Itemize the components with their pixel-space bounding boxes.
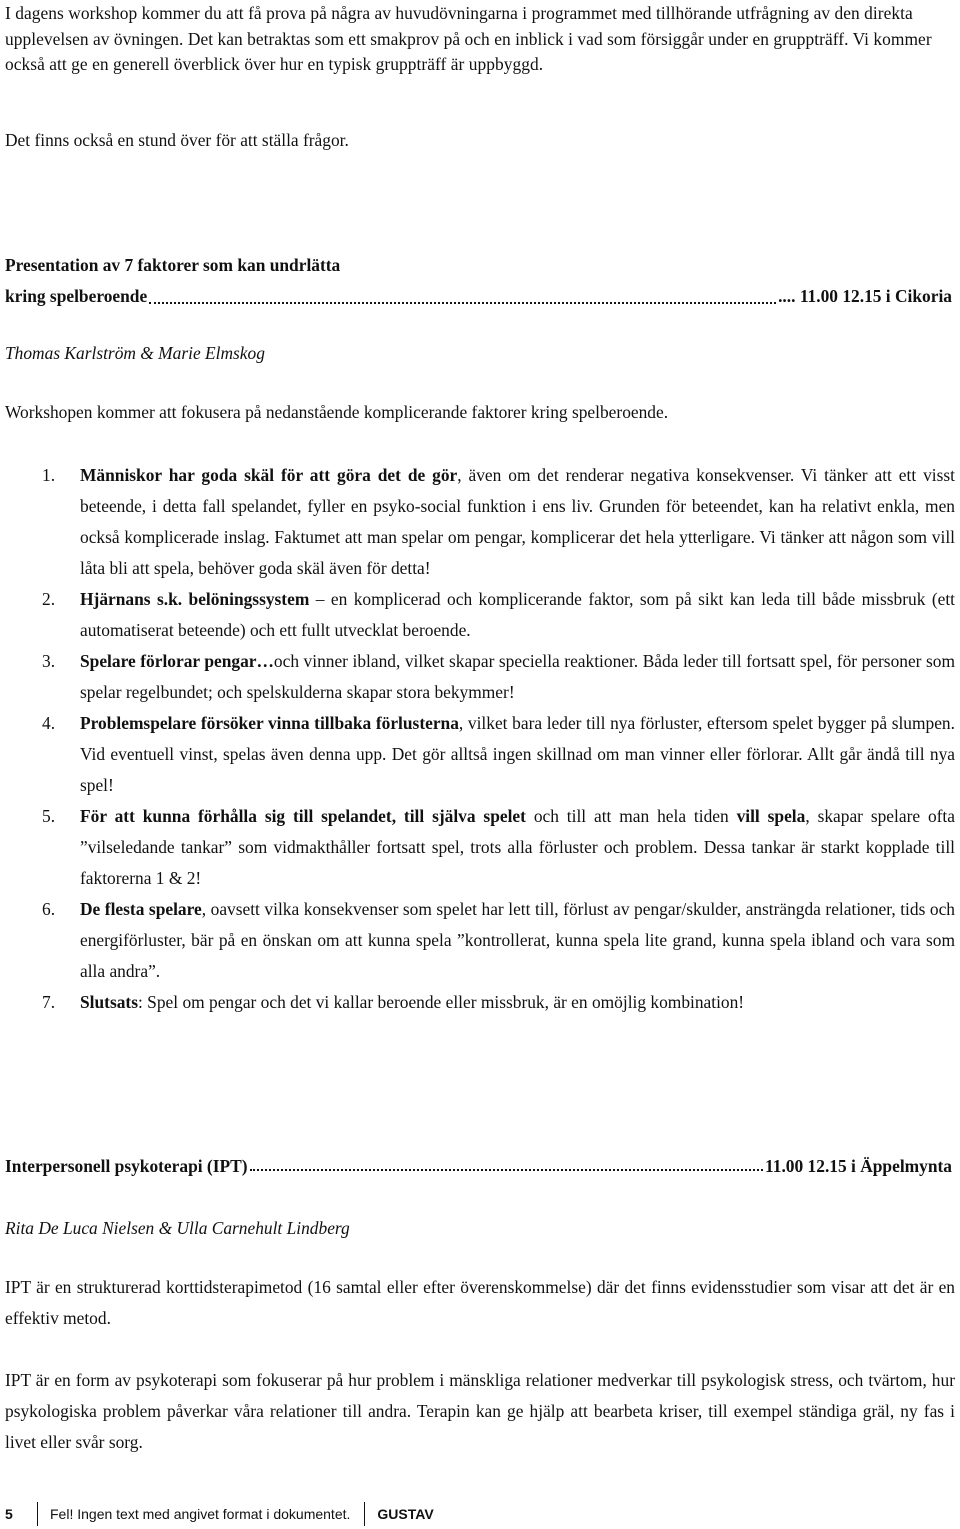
factor-bold: Spelare förlorar pengar… — [80, 651, 274, 671]
factor-bold: Slutsats — [80, 992, 138, 1012]
list-number: 7. — [42, 992, 56, 1012]
factor-text: och vinner ibland, vilket skapar speciella reaktioner. Båda leder till fortsatt spel, för personer som spelar regelbundet; och spelskulderna skapar stora bekymmer! — [80, 651, 956, 702]
workshop-2-heading — [5, 1153, 952, 1179]
workshop-1-time-room: .... 11.00 12.15 i Cikoria — [778, 286, 952, 306]
factor-bold: Människor har goda skäl för att göra det de gör — [80, 465, 458, 485]
intro-question-note: Det finns också en stund över för att ställa frågor. — [5, 130, 349, 150]
page-footer — [5, 1502, 434, 1526]
list-number: 2. — [42, 589, 56, 609]
list-number: 4. — [42, 713, 56, 733]
workshop-1-title-left: kring spelberoende — [5, 286, 148, 306]
workshop-2-title: Interpersonell psykoterapi (IPT) — [5, 1156, 248, 1176]
factor-text: : Spel om pengar och det vi kallar beroende eller missbruk, är en omöjlig kombination! — [138, 992, 745, 1012]
footer-divider — [364, 1502, 365, 1526]
list-number: 6. — [42, 899, 56, 919]
footer-divider — [37, 1502, 38, 1526]
list-number: 1. — [42, 465, 56, 485]
list-item — [5, 894, 955, 987]
footer-name: GUSTAV — [377, 1506, 434, 1522]
list-item — [5, 987, 955, 1018]
factor-bold: Problemspelare försöker vinna tillbaka förlusterna — [80, 713, 459, 733]
list-item — [5, 584, 955, 646]
dot-leader — [149, 281, 776, 304]
workshop-1-heading — [5, 250, 952, 312]
factor-bold: De flesta spelare — [80, 899, 202, 919]
factor-bold: Hjärnans s.k. belöningssystem — [80, 589, 310, 609]
factor-text: , oavsett vilka konsekvenser som spelet har lett till, förlust av pengar/skulder, ansträngda relationer, tids och energiförluster, bär på en önskan om att kunna spela ”kontrollerat, kunna spela lite grand, kunna spela ibland och vara som alla andra”. — [80, 899, 955, 981]
workshop-1-intro: Workshopen kommer att fokusera på nedanstående komplicerande faktorer kring spelberoende. — [5, 402, 669, 422]
intro-paragraph: I dagens workshop kommer du att få prova på några av huvudövningarna i programmet med tillhörande utfrågning av den direkta upplevelsen av övningen. Det kan betraktas som ett smakprov på och en inblick i vad som försiggår under en gruppträff. Vi kommer också att ge en generell överblick över hur en typisk gruppträff är uppbyggd. — [5, 3, 932, 74]
workshop-1-title-line1: Presentation av 7 faktorer som kan undrlätta — [5, 255, 341, 275]
factor-text: , skapar spelare ofta ”vilseledande tankar” som vidmakthåller fortsatt spel, trots alla förluster och problem. Dessa tankar är starkt kopplade till faktorerna 1 & 2! — [80, 806, 955, 888]
factor-text: , även om det renderar negativa konsekvenser. Vi tänker att ett visst beteende, i detta fall spelandet, fyller en psyko-social funktion i ens liv. Grunden för beteendet, kan ha relativt enkla, men också komplicerade inslag. Faktumet att man spelar om pengar, komplicerar det hela ytterligare. Vi tänker att någon som vill låta bli att spela, behöver goda skäl även för detta! — [80, 465, 956, 578]
workshop-2-paragraph-1: IPT är en strukturerad korttidsterapimetod (16 samtal eller efter överenskommelse) där det finns evidensstudier som visar att det är en effektiv metod. — [5, 1277, 955, 1328]
footer-error-text: Fel! Ingen text med angivet format i dokumentet. — [50, 1506, 351, 1522]
factor-text: , vilket bara leder till nya förluster, eftersom spelet bygger på slumpen. Vid eventuell vinst, spelas även denna upp. Det gör alltså ingen skillnad om man vinner eller förlorar. Allt går ändå till nya spel! — [80, 713, 955, 795]
workshop-2-paragraph-2: IPT är en form av psykoterapi som fokuserar på hur problem i mänskliga relationer medverkar till psykologisk stress, och tvärtom, hur psykologiska problem påverkar våra relationer till andra. Terapin kan ge hjälp att bearbeta kriser, till exempel ständiga gräl, ny fas i livet eller svår sorg. — [5, 1370, 955, 1452]
list-number: 3. — [42, 651, 56, 671]
list-item — [5, 801, 955, 894]
dot-leader — [250, 1153, 764, 1171]
workshop-2-time-room: 11.00 12.15 i Äppelmynta — [765, 1156, 952, 1176]
factor-text: och till att man hela tiden — [525, 806, 737, 826]
list-item — [5, 646, 955, 708]
factor-text: – en komplicerad och komplicerande faktor, som på sikt kan leda till både missbruk (ett automatiserat beteende) och ett fullt utvecklat beroende. — [80, 589, 955, 640]
workshop-1-title-line2 — [5, 281, 952, 312]
list-number: 5. — [42, 806, 56, 826]
factor-list — [5, 460, 955, 1018]
workshop-1-authors: Thomas Karlström & Marie Elmskog — [5, 343, 265, 363]
workshop-2-authors: Rita De Luca Nielsen & Ulla Carnehult Lindberg — [5, 1218, 350, 1238]
page-number: 5 — [5, 1506, 13, 1522]
factor-bold: vill spela — [736, 806, 806, 826]
list-item — [5, 708, 955, 801]
list-item — [5, 460, 955, 584]
factor-bold: För att kunna förhålla sig till spelandet, till själva spelet — [80, 806, 526, 826]
